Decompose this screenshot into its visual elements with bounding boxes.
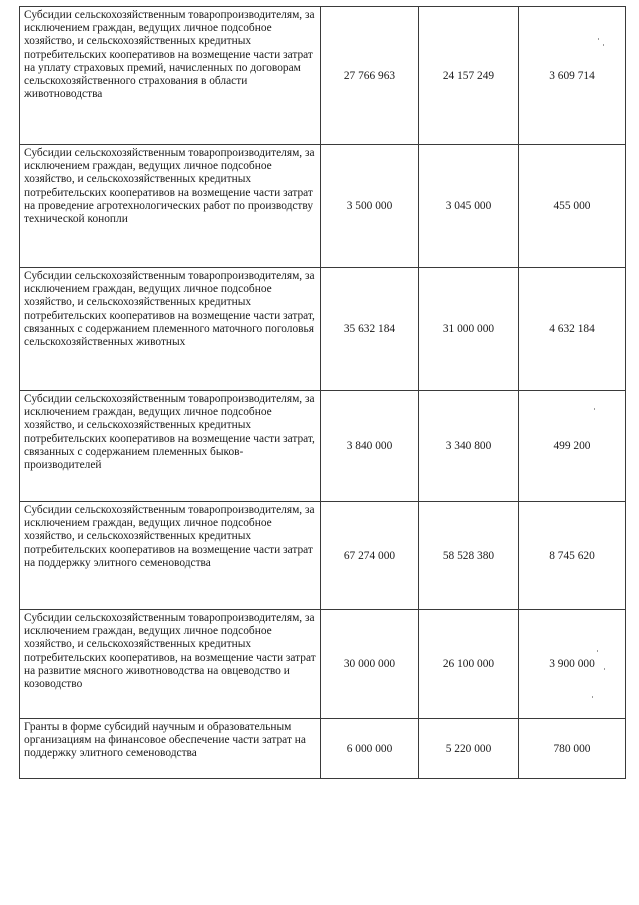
row-description: Субсидии сельскохозяйственным товаропроизводителям, за исключением граждан, ведущих личное подсобное хозяйство, и сельскохозяйственных кредитных потребительских кооперативов на возмещение части затрат на уплату страховых премий, начисленных по договорам сельскохозяйственного страхования в области животноводства bbox=[20, 7, 321, 145]
table-row bbox=[20, 145, 626, 268]
row-description: Гранты в форме субсидий научным и образовательным организациям на финансовое обеспечение части затрат на поддержку элитного семеноводства bbox=[20, 719, 321, 779]
row-total: 27 766 963 bbox=[321, 7, 419, 145]
row-description: Субсидии сельскохозяйственным товаропроизводителям, за исключением граждан, ведущих личное подсобное хозяйство, и сельскохозяйственных кредитных потребительских кооперативов на возмещение части затрат, связанных с содержанием племенного маточного поголовья сельскохозяйственных животных bbox=[20, 268, 321, 391]
table-row bbox=[20, 7, 626, 145]
row-description: Субсидии сельскохозяйственным товаропроизводителям, за исключением граждан, ведущих личное подсобное хозяйство, и сельскохозяйственных кредитных потребительских кооперативов на возмещение части затрат на проведение агротехнологических работ по производству технической конопли bbox=[20, 145, 321, 268]
row-description: Субсидии сельскохозяйственным товаропроизводителям, за исключением граждан, ведущих личное подсобное хозяйство, и сельскохозяйственных кредитных потребительских кооперативов на возмещение части затрат на поддержку элитного семеноводства bbox=[20, 502, 321, 610]
row-regional: 3 900 000 bbox=[519, 610, 626, 719]
table-row bbox=[20, 610, 626, 719]
row-total: 30 000 000 bbox=[321, 610, 419, 719]
scan-speck bbox=[603, 44, 604, 46]
scan-speck bbox=[598, 38, 599, 40]
row-total: 67 274 000 bbox=[321, 502, 419, 610]
table-row bbox=[20, 502, 626, 610]
table-row bbox=[20, 719, 626, 779]
row-regional: 780 000 bbox=[519, 719, 626, 779]
row-total: 3 500 000 bbox=[321, 145, 419, 268]
row-regional: 4 632 184 bbox=[519, 268, 626, 391]
scan-speck bbox=[594, 408, 595, 410]
table-row bbox=[20, 268, 626, 391]
row-federal: 5 220 000 bbox=[419, 719, 519, 779]
table-row bbox=[20, 391, 626, 502]
row-total: 35 632 184 bbox=[321, 268, 419, 391]
row-regional: 455 000 bbox=[519, 145, 626, 268]
row-regional: 499 200 bbox=[519, 391, 626, 502]
row-description: Субсидии сельскохозяйственным товаропроизводителям, за исключением граждан, ведущих личное подсобное хозяйство, и сельскохозяйственных кредитных потребительских кооперативов на возмещение части затрат, связанных с содержанием племенных быков-производителей bbox=[20, 391, 321, 502]
row-federal: 3 045 000 bbox=[419, 145, 519, 268]
row-federal: 58 528 380 bbox=[419, 502, 519, 610]
row-federal: 26 100 000 bbox=[419, 610, 519, 719]
scan-speck bbox=[592, 696, 593, 698]
row-regional: 8 745 620 bbox=[519, 502, 626, 610]
scan-speck bbox=[597, 650, 598, 652]
row-federal: 31 000 000 bbox=[419, 268, 519, 391]
row-federal: 3 340 800 bbox=[419, 391, 519, 502]
row-description: Субсидии сельскохозяйственным товаропроизводителям, за исключением граждан, ведущих личное подсобное хозяйство, и сельскохозяйственных кредитных потребительских кооперативов, на возмещение части затрат на развитие мясного животноводства на овцеводство и козоводство bbox=[20, 610, 321, 719]
row-federal: 24 157 249 bbox=[419, 7, 519, 145]
row-regional: 3 609 714 bbox=[519, 7, 626, 145]
subsidy-table bbox=[19, 6, 626, 779]
row-total: 6 000 000 bbox=[321, 719, 419, 779]
scan-speck bbox=[604, 668, 605, 670]
row-total: 3 840 000 bbox=[321, 391, 419, 502]
